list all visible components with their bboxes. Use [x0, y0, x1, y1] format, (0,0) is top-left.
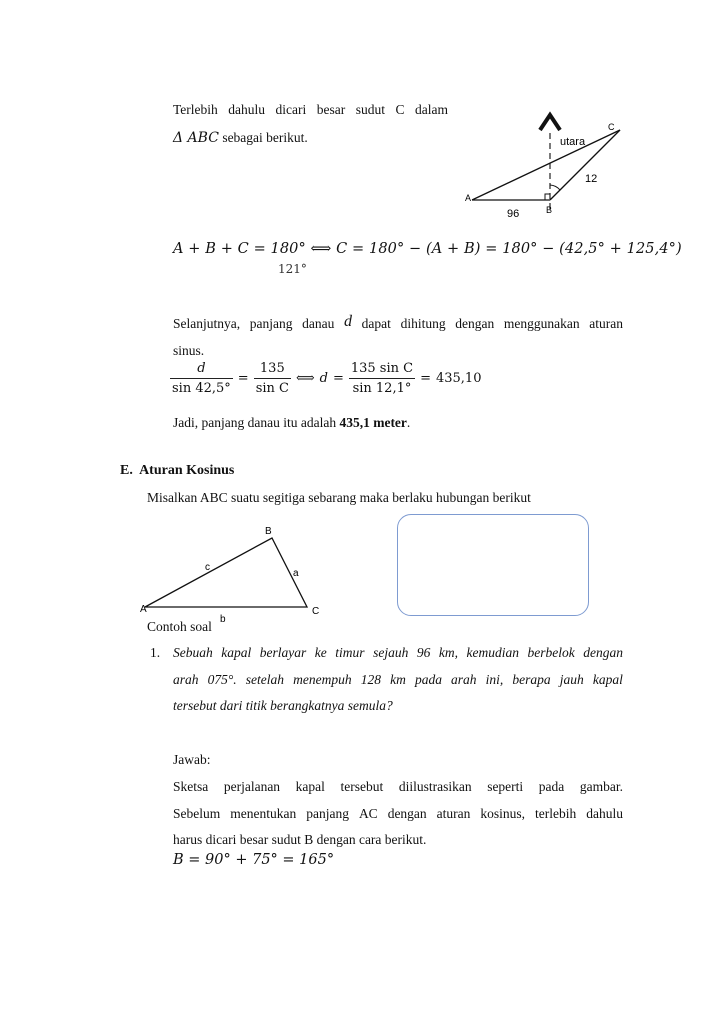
- vertex-c-label: C: [608, 122, 615, 132]
- question-line2: [173, 672, 623, 688]
- word: panjang: [249, 316, 293, 331]
- p1-line2-text: sebagai berikut.: [218, 130, 308, 145]
- conclusion-answer: 435,1 meter: [339, 415, 407, 430]
- vertex-b-label: B: [546, 205, 553, 215]
- vertex-b-label: B: [265, 526, 272, 537]
- conclusion: [173, 415, 410, 431]
- fraction-denominator: sin C: [255, 381, 289, 396]
- triangle-shape: [145, 538, 307, 607]
- question-line3: tersebut dari titik berangkatnya semula?: [173, 698, 393, 713]
- iff-sign: ⟺: [295, 371, 315, 386]
- fraction-denominator: sin 42,5°: [172, 381, 231, 396]
- equation-sine-rule: [170, 361, 481, 396]
- word: ke: [314, 645, 327, 660]
- word: gambar.: [579, 779, 623, 794]
- word: Selanjutnya,: [173, 316, 241, 331]
- word: aturan: [436, 806, 471, 821]
- word: kemudian: [466, 645, 519, 660]
- word: kapal: [592, 672, 623, 687]
- word: jauh: [559, 672, 584, 687]
- word: menentukan: [230, 806, 297, 821]
- word: danau: [302, 316, 335, 331]
- lake-diagram: [455, 105, 635, 230]
- side-b-label: b: [220, 614, 226, 625]
- p2-line2: sinus.: [173, 343, 205, 358]
- north-label: utara: [560, 136, 586, 148]
- word: AC: [358, 806, 378, 821]
- word: berlayar: [259, 645, 307, 660]
- fraction-135sinc-over-sin: [349, 361, 415, 396]
- word: 075°.: [207, 672, 237, 687]
- triangle-diagram: [135, 520, 325, 630]
- word: kosinus,: [480, 806, 526, 821]
- example-heading: Contoh soal: [147, 619, 212, 634]
- question-line1: [173, 645, 623, 661]
- equals-sign: =: [420, 371, 431, 386]
- word: setelah: [245, 672, 285, 687]
- word: Sebuah: [173, 645, 213, 660]
- section-heading: E. Aturan Kosinus: [120, 463, 235, 478]
- word: berapa: [512, 672, 551, 687]
- fraction-135-over-sinc: [254, 361, 291, 396]
- label-12: 12: [585, 173, 598, 185]
- north-arrow-icon: [540, 115, 560, 130]
- word: C: [395, 102, 405, 117]
- word: pada: [538, 779, 565, 794]
- p1-line2: [173, 130, 308, 146]
- answer-line3: harus dicari besar sudut B dengan cara berikut.: [173, 832, 427, 847]
- variable-d: d: [319, 371, 328, 386]
- vertex-a-label: A: [465, 193, 472, 203]
- fraction-numerator: d: [197, 361, 206, 376]
- equation-result: 435,10: [435, 371, 482, 386]
- word: pada: [414, 672, 442, 687]
- conclusion-text: Jadi, panjang danau itu adalah: [173, 415, 340, 430]
- fraction-numerator: 135: [259, 361, 285, 376]
- word: seperti: [487, 779, 524, 794]
- word: kapal: [295, 779, 325, 794]
- word: sejauh: [373, 645, 409, 660]
- vertex-c-label: C: [312, 606, 320, 617]
- answer-line1: [173, 779, 623, 795]
- word: Sketsa: [173, 779, 209, 794]
- fraction-numerator: 135 sin C: [350, 361, 414, 376]
- fraction-denominator: sin 12,1°: [352, 381, 412, 396]
- word: kapal: [221, 645, 252, 660]
- word: diilustrasikan: [398, 779, 472, 794]
- word: tersebut: [340, 779, 384, 794]
- fraction-bar: [170, 378, 233, 379]
- answer-label: Jawab:: [173, 752, 211, 767]
- word: dengan: [387, 806, 427, 821]
- word: ini,: [485, 672, 504, 687]
- word: dihitung: [400, 316, 446, 331]
- word: dalam: [414, 102, 448, 117]
- p2-line1: [173, 313, 623, 332]
- word: km,: [438, 645, 458, 660]
- angle-arc: [550, 185, 560, 190]
- section-intro: Misalkan ABC suatu segitiga sebarang maka berlaku hubungan berikut: [147, 490, 531, 505]
- word: berbelok: [527, 645, 575, 660]
- word: sudut: [355, 102, 385, 117]
- word: dapat: [361, 316, 391, 331]
- word: km: [390, 672, 406, 687]
- fraction-bar: [349, 378, 415, 379]
- fraction-bar: [254, 378, 291, 379]
- formula-box: [397, 514, 589, 616]
- word: menempuh: [293, 672, 352, 687]
- word: arah: [451, 672, 477, 687]
- answer-line2: [173, 806, 623, 822]
- word: dengan: [455, 316, 495, 331]
- word: menggunakan: [503, 316, 580, 331]
- side-c-label: c: [205, 562, 210, 573]
- word: terlebih: [535, 806, 577, 821]
- fraction-d-over-sin: [170, 361, 233, 396]
- word: perjalanan: [223, 779, 281, 794]
- word: dicari: [275, 102, 307, 117]
- word: besar: [316, 102, 346, 117]
- word: dahulu: [586, 806, 623, 821]
- word: 128: [360, 672, 381, 687]
- angle-b-equation: B = 90° + 75° = 165°: [173, 852, 335, 868]
- triangle-abc-notation: Δ ABC: [173, 130, 219, 146]
- word: panjang: [306, 806, 349, 821]
- word: dengan: [583, 645, 623, 660]
- word: Terlebih: [173, 102, 218, 117]
- word: arah: [173, 672, 199, 687]
- equals-sign: =: [237, 371, 249, 386]
- p1-line1: [173, 102, 448, 118]
- word: timur: [335, 645, 365, 660]
- word: dahulu: [228, 102, 266, 117]
- label-96: 96: [507, 208, 520, 220]
- word: Sebelum: [173, 806, 221, 821]
- conclusion-end: .: [406, 415, 411, 430]
- word: aturan: [589, 316, 623, 331]
- equals-sign: =: [332, 371, 344, 386]
- side-a-label: a: [293, 568, 299, 579]
- side-ac: [472, 130, 620, 200]
- right-angle-mark: [545, 194, 550, 200]
- vertex-a-label: A: [140, 604, 147, 615]
- equation-angle-sum: A + B + C = 180° ⟺ C = 180° − (A + B) = 180° − (42,5° + 125,4°): [173, 241, 682, 257]
- example-number: 1.: [150, 645, 161, 660]
- word: 96: [416, 645, 431, 660]
- equation-angle-result: 121°: [278, 262, 307, 276]
- word: d: [344, 313, 353, 330]
